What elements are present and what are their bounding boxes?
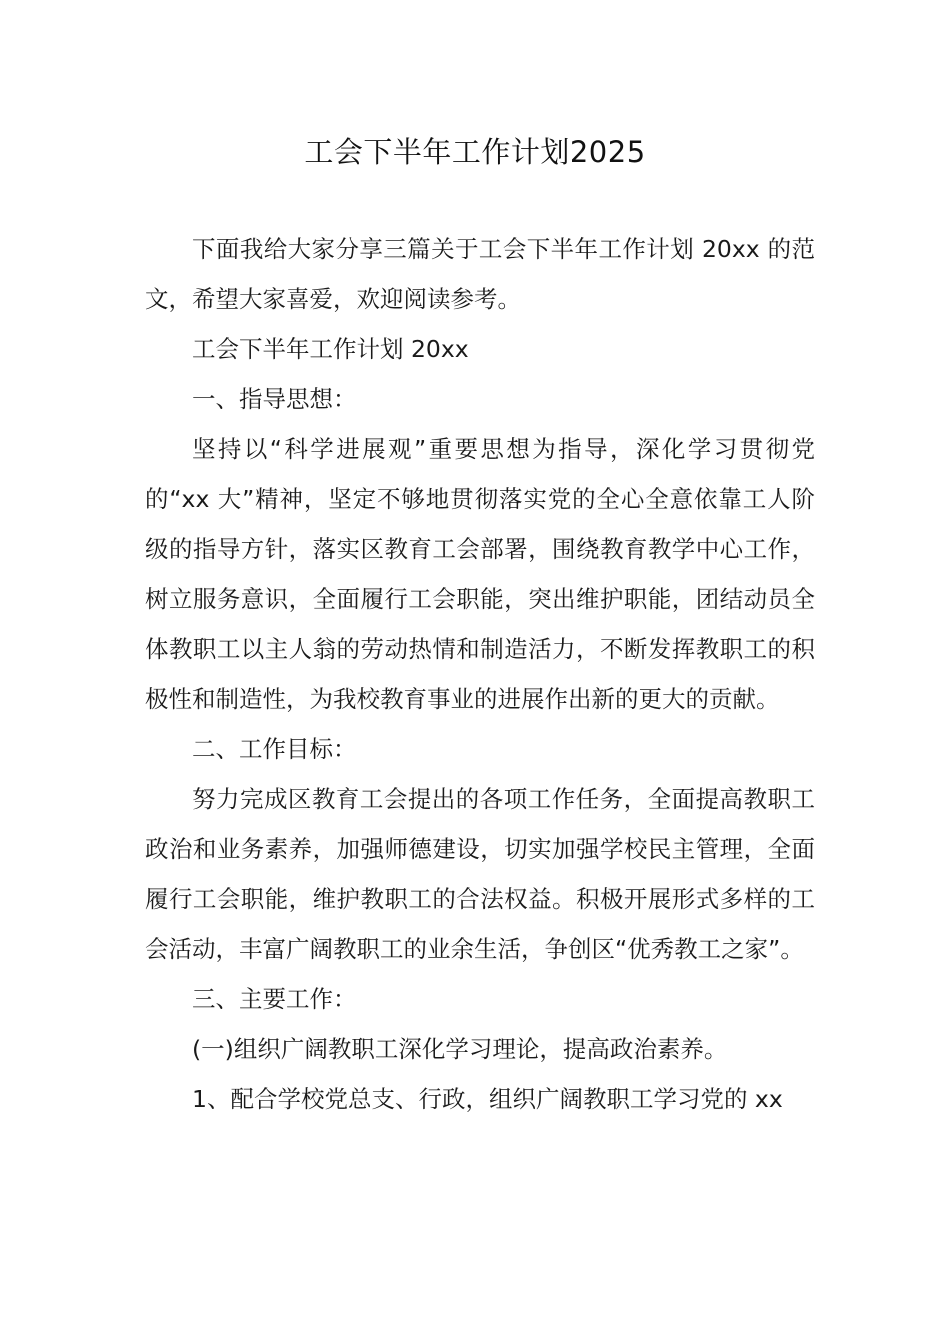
- section-heading-work-goals: 二、工作目标：: [192, 735, 357, 763]
- intro-paragraph: 下面我给大家分享三篇关于工会下半年工作计划 20xx 的范文，希望大家喜爱，欢迎阅读参考。: [145, 235, 815, 313]
- document-body: [145, 224, 815, 1124]
- document-title: 工会下半年工作计划2025: [304, 135, 646, 169]
- list-item-1: 1、配合学校党总支、行政，组织广阔教职工学习党的 xx: [192, 1085, 783, 1113]
- section-heading-guiding-thought: 一、指导思想：: [192, 385, 357, 413]
- subtitle-line: 工会下半年工作计划 20xx: [192, 335, 469, 363]
- section-heading-main-work: 三、主要工作：: [192, 985, 357, 1013]
- guiding-thought-paragraph: 坚持以“科学进展观”重要思想为指导，深化学习贯彻党的“xx 大”精神，坚定不够地贯彻落实党的全心全意依靠工人阶级的指导方针，落实区教育工会部署，围绕教育教学中心工作，树立服务意识，全面履行工会职能，突出维护职能，团结动员全体教职工以主人翁的劳动热情和制造活力，不断发挥教职工的积极性和制造性，为我校教育事业的进展作出新的更大的贡献。: [145, 435, 815, 713]
- work-goals-paragraph: 努力完成区教育工会提出的各项工作任务，全面提高教职工政治和业务素养，加强师德建设，切实加强学校民主管理，全面履行工会职能，维护教职工的合法权益。积极开展形式多样的工会活动，丰富广阔教职工的业余生活，争创区“优秀教工之家”。: [145, 785, 815, 963]
- subsection-heading-1: (一)组织广阔教职工深化学习理论，提高政治素养。: [192, 1035, 728, 1063]
